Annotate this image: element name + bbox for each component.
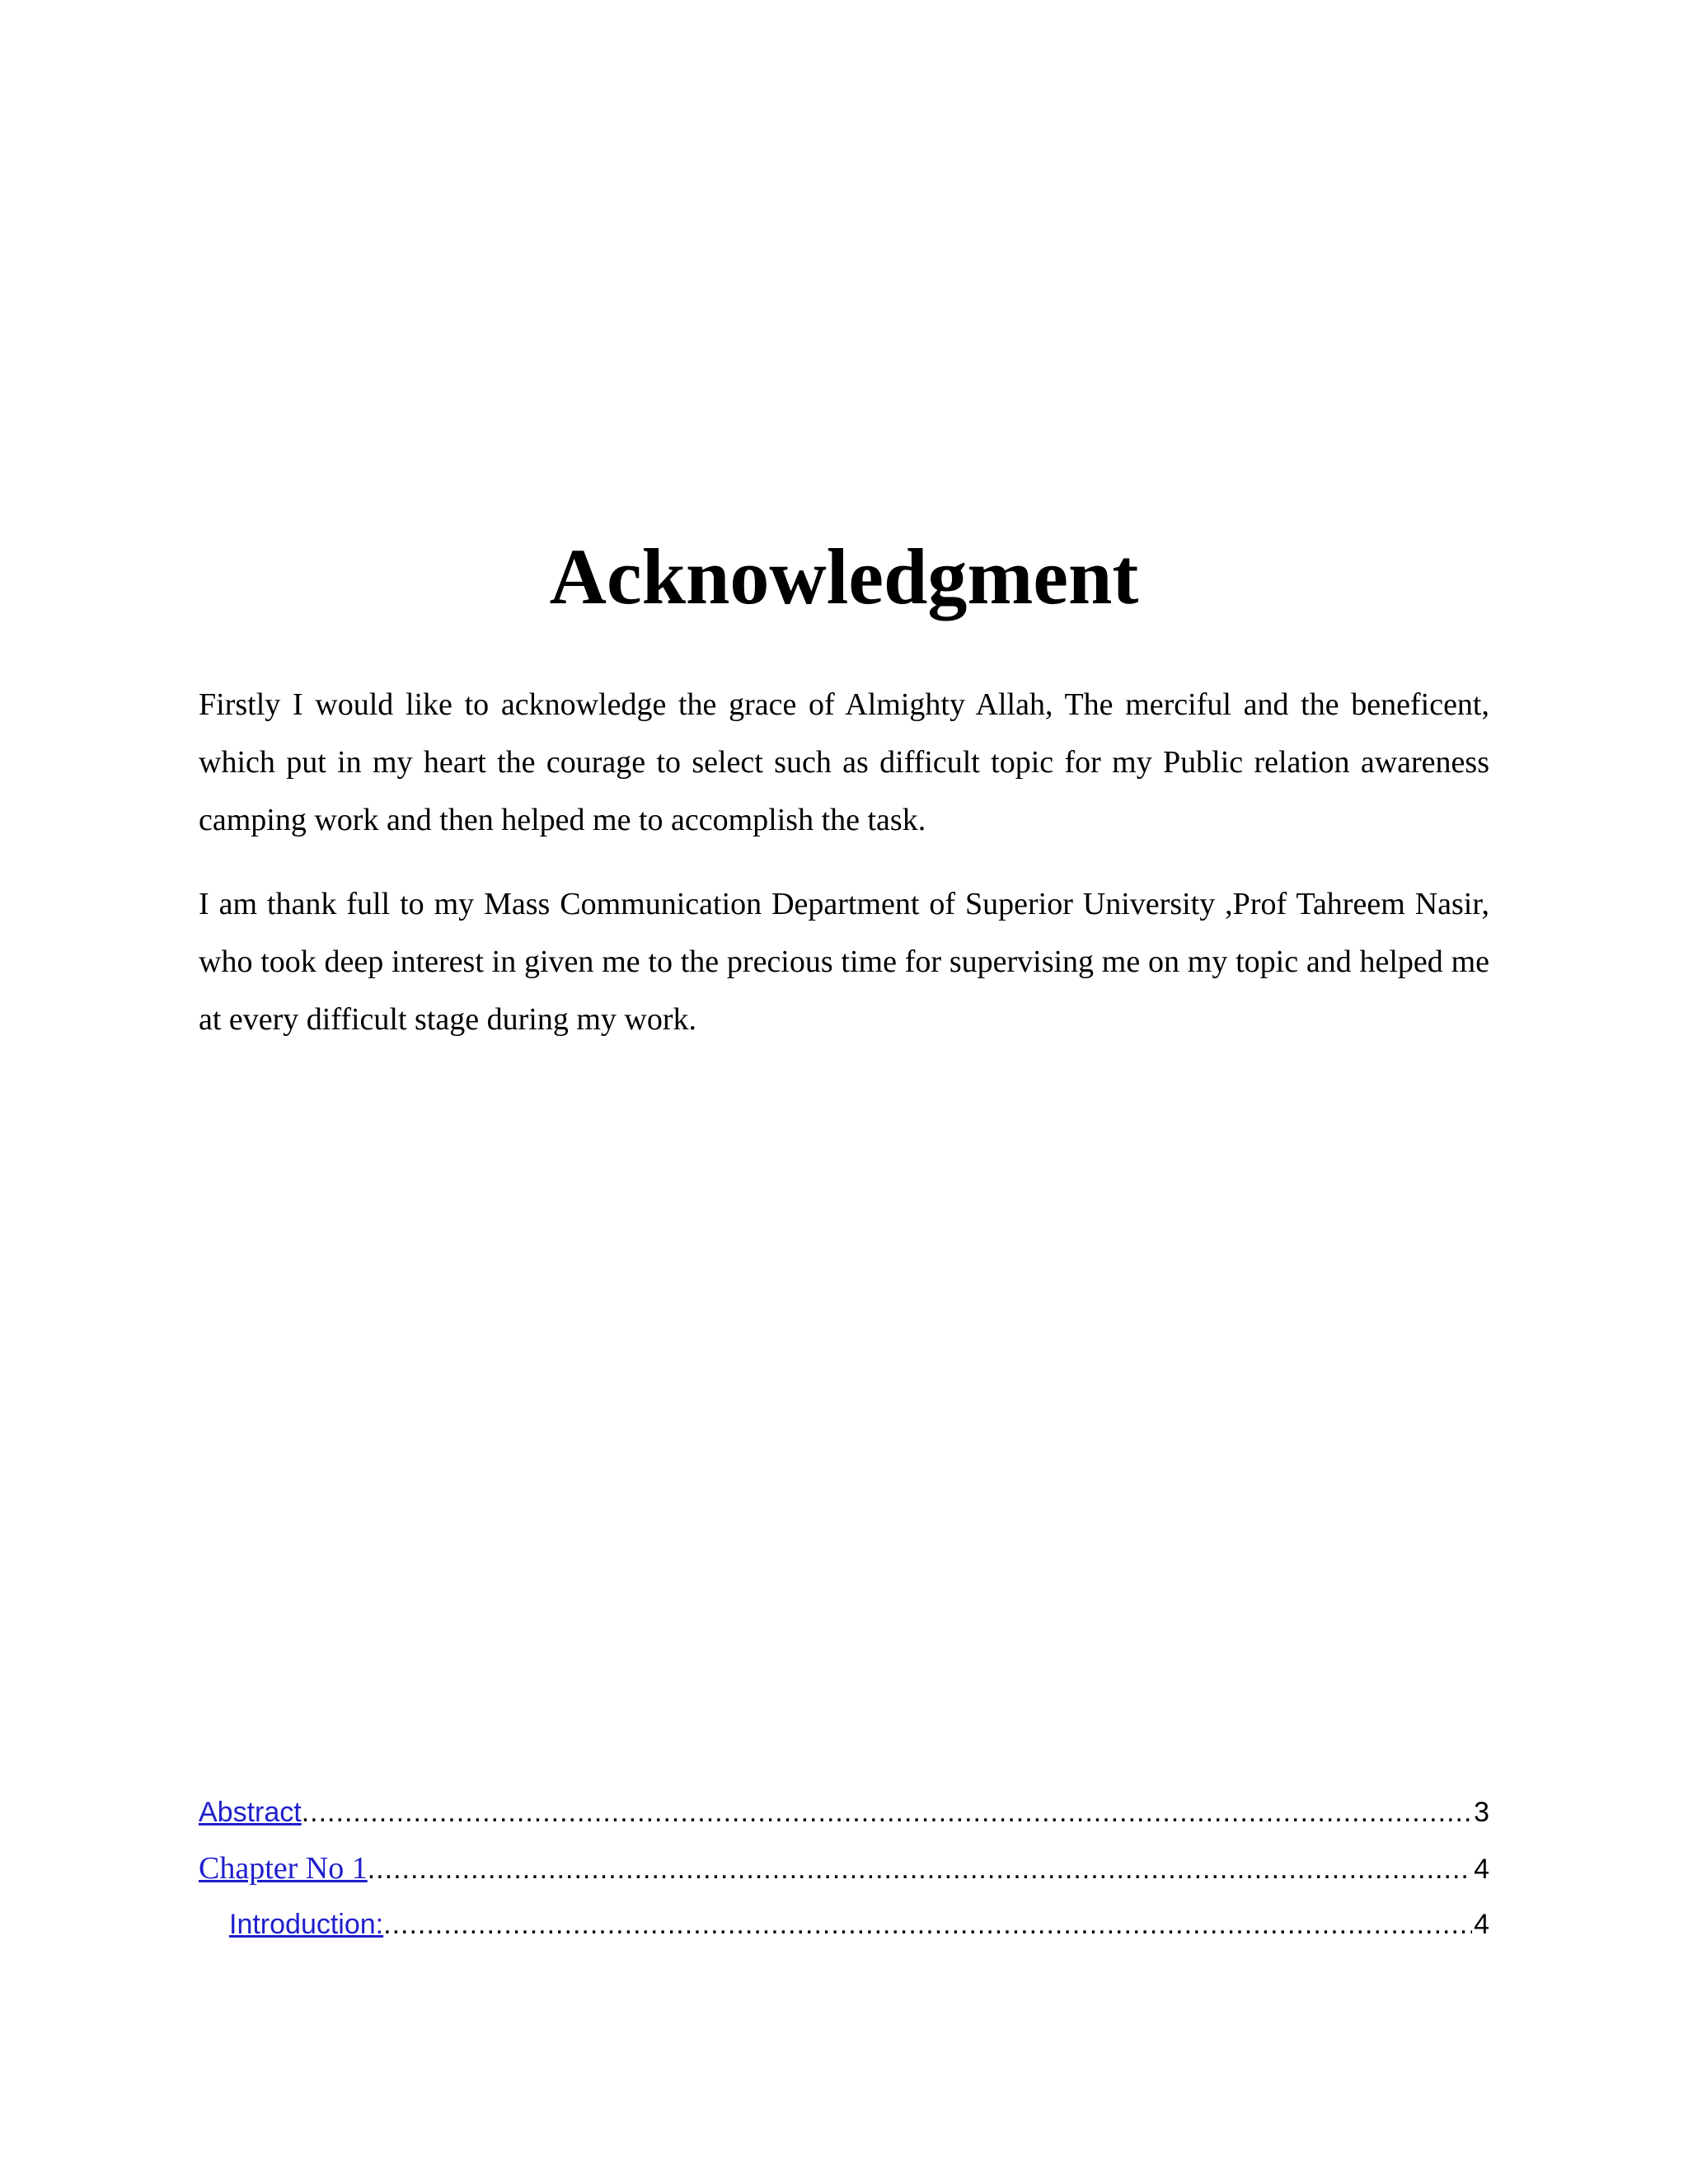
toc-link-introduction[interactable]: Introduction: <box>229 1909 384 1940</box>
toc-entry-chapter-1 <box>199 1840 1489 1896</box>
paragraph-2: I am thank full to my Mass Communication Department of Superior University ,Prof Tahreem Nasir, who took deep interest in given me to the precious time for supervising me on my topic and helped me at every difficult stage during my work. <box>199 887 1489 1037</box>
toc-link-chapter-1[interactable]: Chapter No 1 <box>199 1851 368 1886</box>
page-title: Acknowledgment <box>549 532 1139 621</box>
toc-entry-introduction <box>199 1896 1489 1952</box>
toc-dot-leader <box>302 1784 1472 1840</box>
toc-dot-leader <box>368 1841 1472 1897</box>
acknowledgment-body <box>199 676 1489 1075</box>
paragraph-1: Firstly I would like to acknowledge the grace of Almighty Allah, The merciful and the beneficent, which put in my heart the courage to select such as difficult topic for my Public relation awareness camping work and then helped me to accomplish the task. <box>199 687 1489 837</box>
table-of-contents <box>199 1784 1489 1952</box>
toc-entry-abstract <box>199 1784 1489 1840</box>
toc-page-number: 4 <box>1474 1854 1489 1885</box>
toc-page-number: 4 <box>1474 1909 1489 1940</box>
toc-link-abstract[interactable]: Abstract <box>199 1797 302 1828</box>
toc-page-number: 3 <box>1474 1797 1489 1828</box>
toc-dot-leader <box>383 1896 1472 1952</box>
